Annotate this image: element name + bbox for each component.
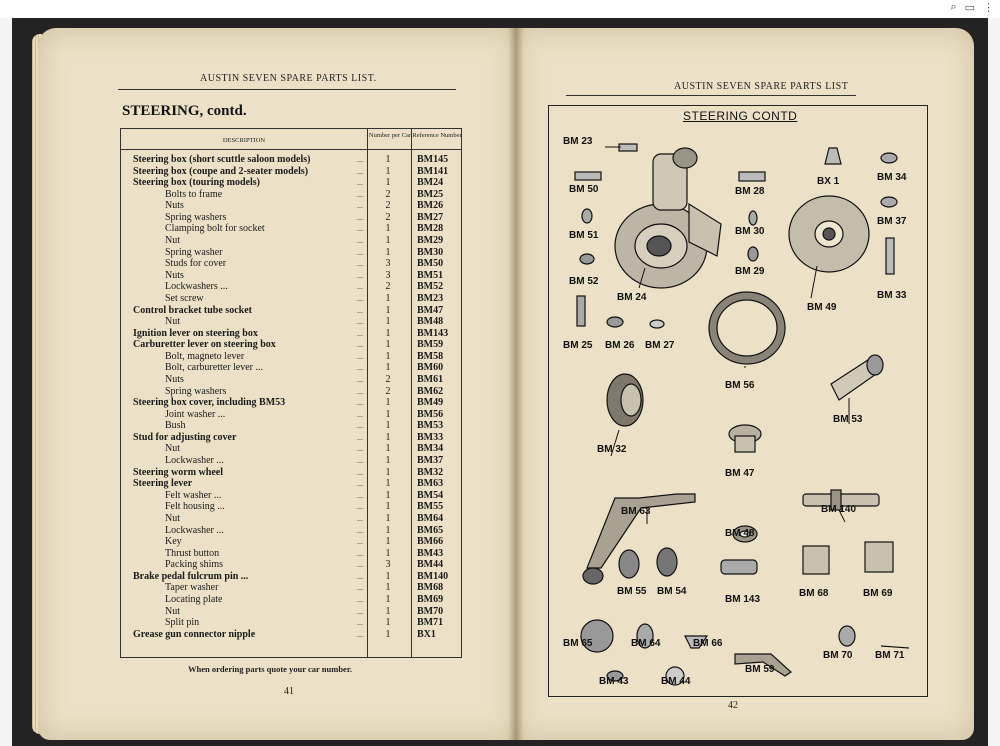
reference-number: BM64: [417, 512, 444, 524]
part-label-bm55: BM 55: [617, 586, 647, 597]
part-description: Steering box (touring models): [133, 177, 260, 189]
leader-dots: ...: [357, 270, 363, 280]
leader-dots: ...: [357, 629, 363, 639]
quantity: 1: [385, 512, 391, 524]
table-row: [121, 258, 461, 270]
table-row: [121, 501, 461, 513]
part-label-bm47: BM 47: [725, 468, 755, 479]
part-label-bm51: BM 51: [569, 230, 599, 241]
part-label-bm24: BM 24: [617, 292, 647, 303]
quantity: 1: [385, 246, 391, 258]
leader-dots: ...: [357, 155, 363, 164]
part-description: Set screw: [165, 292, 204, 304]
reference-number: BM53: [417, 420, 444, 432]
quantity: 1: [385, 570, 391, 582]
table-row: [121, 455, 461, 467]
part-label-bm69: BM 69: [863, 588, 893, 599]
part-description: Studs for cover: [165, 258, 227, 270]
table-row: [121, 316, 461, 328]
part-description: Spring washers: [165, 211, 227, 223]
quantity: 1: [385, 339, 391, 351]
table-row: [121, 559, 461, 571]
table-row: [121, 386, 461, 398]
part-description: Key: [165, 536, 182, 548]
part-description: Lockwasher ...: [165, 524, 224, 536]
table-row: [121, 467, 461, 479]
leader-dots: ...: [357, 467, 363, 477]
reference-number: BM49: [417, 397, 444, 409]
leader-dots: ...: [357, 374, 363, 384]
table-row: [121, 247, 461, 259]
part-description: Packing shims: [165, 559, 224, 571]
leader-dots: ...: [357, 305, 363, 315]
part-description: Nut: [165, 235, 180, 247]
left-page: [38, 28, 516, 740]
part-description: Stud for adjusting cover: [133, 431, 237, 443]
table-row: [121, 223, 461, 235]
reference-number: BM30: [417, 246, 444, 258]
reference-number: BM34: [417, 443, 444, 455]
part-label-bm140: BM 140: [821, 504, 857, 515]
part-description: Joint washer ...: [165, 408, 226, 420]
parts-table: [120, 128, 462, 658]
quantity: 2: [385, 200, 391, 212]
part-description: Nuts: [165, 200, 184, 212]
quantity: 2: [385, 211, 391, 223]
reference-number: BM24: [417, 177, 444, 189]
reference-number: BM54: [417, 489, 444, 501]
book-gutter: [508, 28, 524, 740]
part-description: Control bracket tube socket: [133, 304, 252, 316]
table-row: [121, 362, 461, 374]
menu-icon[interactable]: ⋮: [983, 0, 994, 14]
quantity: 1: [385, 316, 391, 328]
part-label-bm70: BM 70: [823, 650, 853, 661]
part-description: Nut: [165, 512, 180, 524]
quantity: 1: [385, 605, 391, 617]
quantity: 1: [385, 501, 391, 513]
table-row: [121, 629, 461, 641]
table-row: [121, 594, 461, 606]
running-head-left: AUSTIN SEVEN SPARE PARTS LIST.: [200, 73, 377, 84]
quantity: 2: [385, 188, 391, 200]
quantity: 1: [385, 420, 391, 432]
quantity: 1: [385, 165, 391, 177]
quantity: 3: [385, 258, 391, 270]
quantity: 1: [385, 443, 391, 455]
table-row: [121, 212, 461, 224]
viewer-topbar: [0, 0, 1000, 18]
table-row: [121, 582, 461, 594]
table-row: [121, 270, 461, 282]
viewer-left-margin: [0, 18, 12, 746]
table-row: [121, 293, 461, 305]
leader-dots: ...: [357, 525, 363, 535]
reference-number: BM29: [417, 235, 444, 247]
reference-number: BM62: [417, 385, 444, 397]
reference-number: BM51: [417, 269, 444, 281]
reference-number: BM60: [417, 362, 444, 374]
leader-dots: ...: [357, 224, 363, 234]
part-description: Spring washers: [165, 385, 227, 397]
header-reference: Reference Number: [411, 129, 462, 150]
quantity: 3: [385, 559, 391, 571]
page-icon[interactable]: ▭: [964, 0, 975, 14]
part-description: Nuts: [165, 269, 184, 281]
leader-dots: ...: [357, 421, 363, 431]
leader-dots: ...: [357, 247, 363, 257]
quantity: 1: [385, 397, 391, 409]
table-row: [121, 374, 461, 386]
part-label-bm43: BM 43: [599, 676, 629, 687]
reference-number: BM63: [417, 478, 444, 490]
quantity: 1: [385, 223, 391, 235]
table-row: [121, 154, 461, 166]
part-description: Grease gun connector nipple: [133, 628, 256, 640]
head-rule: [566, 95, 856, 96]
table-row: [121, 420, 461, 432]
table-row: [121, 200, 461, 212]
reference-number: BM69: [417, 593, 444, 605]
leader-dots: ...: [357, 363, 363, 373]
header-number: Number per Car: [367, 129, 412, 150]
leader-dots: ...: [357, 571, 363, 581]
part-label-bx1: BX 1: [817, 176, 840, 187]
part-label-bm56: BM 56: [725, 380, 755, 391]
leader-dots: ...: [357, 502, 363, 512]
part-description: Lockwasher ...: [165, 455, 224, 467]
table-row: [121, 443, 461, 455]
quantity: 1: [385, 177, 391, 189]
reference-number: BM23: [417, 292, 444, 304]
table-row: [121, 177, 461, 189]
part-label-bm25: BM 25: [563, 340, 593, 351]
table-row: [121, 525, 461, 537]
quantity: 1: [385, 478, 391, 490]
reference-number: BM32: [417, 466, 444, 478]
right-page: [516, 28, 974, 740]
part-description: Nuts: [165, 373, 184, 385]
leader-dots: ...: [357, 282, 363, 292]
part-label-bm37: BM 37: [877, 216, 907, 227]
part-label-bm49: BM 49: [807, 302, 837, 313]
steering-box-drawing: [615, 148, 721, 288]
table-row: [121, 351, 461, 363]
part-label-bm29: BM 29: [735, 266, 765, 277]
tube-socket-drawing: [729, 425, 761, 542]
reference-number: BM52: [417, 281, 444, 293]
part-description: Lockwashers ...: [165, 281, 228, 293]
part-description: Steering worm wheel: [133, 466, 223, 478]
reference-number: BX1: [417, 628, 436, 640]
leader-dots: ...: [357, 386, 363, 396]
reference-number: BM68: [417, 582, 444, 594]
bush-drawing: [831, 355, 883, 400]
part-description: Bolts to frame: [165, 188, 223, 200]
part-label-bm48: BM 48: [725, 528, 755, 539]
table-row: [121, 478, 461, 490]
leader-dots: ...: [357, 189, 363, 199]
table-row: [121, 305, 461, 317]
part-label-bm66: BM 66: [693, 638, 723, 649]
reference-number: BM56: [417, 408, 444, 420]
table-row: [121, 328, 461, 340]
reference-number: BM37: [417, 455, 444, 467]
part-description: Steering box cover, including BM53: [133, 397, 286, 409]
part-label-bm68: BM 68: [799, 588, 829, 599]
table-row: [121, 409, 461, 421]
part-label-bm34: BM 34: [877, 172, 907, 183]
quantity: 1: [385, 582, 391, 594]
leader-dots: ...: [357, 537, 363, 547]
reference-number: BM26: [417, 200, 444, 212]
reference-number: BM70: [417, 605, 444, 617]
quantity: 1: [385, 536, 391, 548]
reference-number: BM71: [417, 617, 444, 629]
joint-washer-drawing: [709, 292, 785, 364]
part-description: Bolt, carburetter lever ...: [165, 362, 264, 374]
leader-dots: ...: [357, 606, 363, 616]
parts-illustration: [548, 105, 928, 697]
leader-dots: ...: [357, 594, 363, 604]
section-title: STEERING, contd.: [122, 103, 247, 119]
part-label-bm53: BM 53: [833, 414, 863, 425]
part-label-bm54: BM 54: [657, 586, 687, 597]
part-label-bm33: BM 33: [877, 290, 907, 301]
quantity: 3: [385, 269, 391, 281]
part-label-bm32: BM 32: [597, 444, 627, 455]
part-description: Felt housing ...: [165, 501, 225, 513]
part-description: Bolt, magneto lever: [165, 350, 245, 362]
quantity: 1: [385, 466, 391, 478]
figure-title: STEERING CONTD: [683, 109, 798, 123]
table-row: [121, 166, 461, 178]
part-label-bm27: BM 27: [645, 340, 675, 351]
reference-number: BM66: [417, 536, 444, 548]
leader-dots: ...: [357, 293, 363, 303]
reference-number: BM61: [417, 373, 444, 385]
table-row: [121, 397, 461, 409]
quantity: 1: [385, 408, 391, 420]
reference-number: BM25: [417, 188, 444, 200]
zoom-icon[interactable]: ⌕: [950, 0, 957, 13]
part-label-bm63: BM 63: [621, 506, 651, 517]
part-label-bm30: BM 30: [735, 226, 765, 237]
leader-dots: ...: [357, 212, 363, 222]
leader-dots: ...: [357, 618, 363, 628]
reference-number: BM141: [417, 165, 449, 177]
quantity: 1: [385, 431, 391, 443]
table-row: [121, 189, 461, 201]
table-row: [121, 548, 461, 560]
footnote: When ordering parts quote your car number.: [188, 664, 352, 674]
quantity: 1: [385, 327, 391, 339]
part-description: Nut: [165, 605, 180, 617]
quantity: 1: [385, 350, 391, 362]
leader-dots: ...: [357, 328, 363, 338]
quantity: 1: [385, 455, 391, 467]
reference-number: BM140: [417, 570, 449, 582]
quantity: 1: [385, 292, 391, 304]
reference-number: BM33: [417, 431, 444, 443]
leader-dots: ...: [357, 456, 363, 466]
part-description: Spring washer: [165, 246, 223, 258]
quantity: 1: [385, 628, 391, 640]
part-description: Split pin: [165, 617, 200, 629]
table-row: [121, 513, 461, 525]
reference-number: BM143: [417, 327, 449, 339]
part-description: Brake pedal fulcrum pin ...: [133, 570, 249, 582]
table-row: [121, 490, 461, 502]
part-label-bm143: BM 143: [725, 594, 761, 605]
leader-dots: ...: [357, 513, 363, 523]
part-description: Nut: [165, 443, 180, 455]
table-row: [121, 617, 461, 629]
reference-number: BM145: [417, 154, 449, 165]
leader-dots: ...: [357, 409, 363, 419]
table-body: [121, 154, 461, 640]
leader-dots: ...: [357, 201, 363, 211]
leader-dots: ...: [357, 351, 363, 361]
open-book: [38, 28, 974, 740]
part-description: Bush: [165, 420, 186, 432]
leader-dots: ...: [357, 583, 363, 593]
reference-number: BM27: [417, 211, 444, 223]
part-label-bm26: BM 26: [605, 340, 635, 351]
leader-dots: ...: [357, 259, 363, 269]
reference-number: BM58: [417, 350, 444, 362]
quantity: 1: [385, 362, 391, 374]
leader-dots: ...: [357, 560, 363, 570]
quantity: 1: [385, 489, 391, 501]
reference-number: BM59: [417, 339, 444, 351]
part-label-bm44: BM 44: [661, 676, 691, 687]
leader-dots: ...: [357, 166, 363, 176]
part-description: Ignition lever on steering box: [133, 327, 258, 339]
quantity: 2: [385, 281, 391, 293]
viewer-toolbar-icons: [950, 0, 994, 14]
table-row: [121, 339, 461, 351]
leader-dots: ...: [357, 236, 363, 246]
page-number-left: 41: [284, 686, 294, 697]
part-description: Thrust button: [165, 547, 220, 559]
table-row: [121, 606, 461, 618]
leader-dots: ...: [357, 178, 363, 188]
part-description: Steering box (coupe and 2-seater models): [133, 165, 309, 177]
leader-dots: ...: [357, 490, 363, 500]
table-row: [121, 281, 461, 293]
table-row: [121, 235, 461, 247]
part-label-bm65: BM 65: [563, 638, 593, 649]
part-description: Steering lever: [133, 478, 193, 490]
leader-dots: ...: [357, 548, 363, 558]
leader-dots: ...: [357, 340, 363, 350]
part-label-bm64: BM 64: [631, 638, 661, 649]
reference-number: BM43: [417, 547, 444, 559]
quantity: 2: [385, 385, 391, 397]
running-head-right: AUSTIN SEVEN SPARE PARTS LIST: [674, 81, 849, 92]
reference-number: BM55: [417, 501, 444, 513]
quantity: 2: [385, 373, 391, 385]
table-row: [121, 536, 461, 548]
part-description: Clamping bolt for socket: [165, 223, 265, 235]
part-description: Nut: [165, 316, 180, 328]
reference-number: BM50: [417, 258, 444, 270]
leader-dots: ...: [357, 432, 363, 442]
part-description: Steering box (short scuttle saloon models): [133, 154, 311, 165]
leader-dots: ...: [357, 317, 363, 327]
part-label-bm52: BM 52: [569, 276, 599, 287]
quantity: 1: [385, 154, 391, 165]
header-description: DESCRIPTION: [121, 129, 367, 150]
quantity: 1: [385, 524, 391, 536]
part-label-bm59: BM 59: [745, 664, 775, 675]
part-description: Carburetter lever on steering box: [133, 339, 276, 351]
quantity: 1: [385, 593, 391, 605]
leader-dots: ...: [357, 444, 363, 454]
part-label-bm23: BM 23: [563, 136, 593, 147]
quantity: 1: [385, 617, 391, 629]
steering-box-cover-drawing: [789, 196, 869, 272]
reference-number: BM47: [417, 304, 444, 316]
quantity: 1: [385, 235, 391, 247]
part-description: Taper washer: [165, 582, 219, 594]
part-label-bm50: BM 50: [569, 184, 599, 195]
head-rule: [118, 89, 456, 90]
reference-number: BM48: [417, 316, 444, 328]
leader-dots: ...: [357, 398, 363, 408]
reference-number: BM65: [417, 524, 444, 536]
worm-wheel-drawing: [607, 374, 643, 426]
part-description: Locating plate: [165, 593, 223, 605]
part-description: Felt washer ...: [165, 489, 222, 501]
reference-number: BM44: [417, 559, 444, 571]
page-number-right: 42: [728, 700, 738, 711]
quantity: 1: [385, 304, 391, 316]
part-label-bm28: BM 28: [735, 186, 765, 197]
table-row: [121, 571, 461, 583]
leader-dots: ...: [357, 479, 363, 489]
reference-number: BM28: [417, 223, 444, 235]
table-row: [121, 432, 461, 444]
part-label-bm71: BM 71: [875, 650, 905, 661]
viewer-right-margin: [988, 18, 1000, 746]
quantity: 1: [385, 547, 391, 559]
